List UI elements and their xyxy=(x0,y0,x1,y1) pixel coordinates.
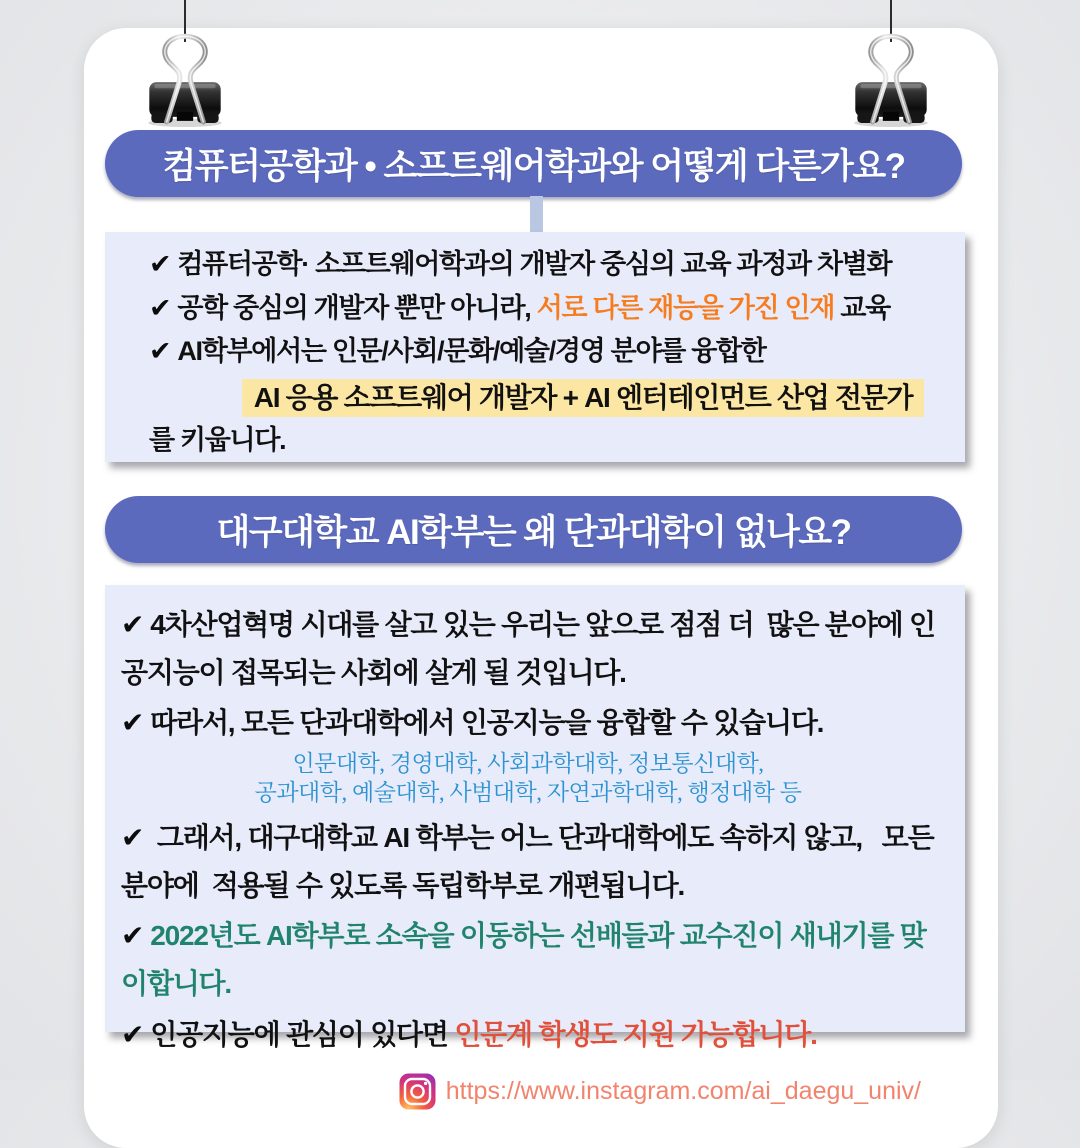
instagram-link[interactable]: https://www.instagram.com/ai_daegu_univ/ xyxy=(445,1076,921,1105)
answer1-bullet2-post: 교육 xyxy=(834,292,890,323)
question2-header xyxy=(105,496,962,563)
answer2-bullet2 xyxy=(121,699,935,747)
answer2-bullet3 xyxy=(121,814,941,910)
check-icon: ✔ xyxy=(121,1018,144,1050)
instagram-row xyxy=(121,1073,935,1110)
college-list-line1: 인문대학, 경영대학, 사회과학대학, 정보통신대학, xyxy=(292,751,764,777)
answer1-bullet2-pre: 공학 중심의 개발자 뿐만 아니라, xyxy=(177,292,537,323)
answer2-bullet1-text: 4차산업혁명 시대를 살고 있는 우리는 앞으로 점점 더 많은 분야에 인공지능이 접목되는 사회에 살게 될 것입니다. xyxy=(121,609,935,689)
answer2-bullet3-bold: 독립학부로 xyxy=(412,870,542,902)
check-icon: ✔ xyxy=(121,821,144,853)
answer1-tail: 를 키웁니다. xyxy=(149,424,286,455)
instagram-icon[interactable] xyxy=(399,1073,436,1110)
answer2-bullet3-post: 개편됩니다. xyxy=(541,870,685,902)
answer2-bullet3-pre: 그래서, 대구대학교 AI 학부는 어느 단과대학에도 속하지 않고, 모든 분야에 적용될 수 있도록 xyxy=(121,821,941,902)
check-icon: ✔ xyxy=(149,292,171,323)
answer1-highlight-row xyxy=(221,380,945,416)
answer1-bullet2-orange: 서로 다른 재능을 가진 인재 xyxy=(536,292,835,323)
answer2-bullet4 xyxy=(121,912,935,1008)
college-list-line2: 공과대학, 예술대학, 사범대학, 자연과학대학, 행정대학 등 xyxy=(254,780,802,806)
binder-clip-icon xyxy=(139,24,231,126)
answer2-bullet1 xyxy=(121,601,935,697)
answer1-bullet1-text: 컴퓨터공학· 소프트웨어학과의 개발자 중심의 교육 과정과 차별화 xyxy=(177,249,892,279)
answer1-bullet3 xyxy=(149,336,945,367)
answer2-bullet5-red: 인문계 학생도 지원 가능합니다. xyxy=(454,1018,817,1050)
college-list xyxy=(121,750,935,808)
binder-clip-icon xyxy=(845,24,937,126)
answer1-bullet1 xyxy=(149,249,945,280)
question2-title: 대구대학교 AI학부는 왜 단과대학이 없나요? xyxy=(216,512,851,552)
header-connector xyxy=(530,196,543,233)
answer1-bullet3-text: AI학부에서는 인문/사회/문화/예술/경영 분야를 융합한 xyxy=(177,336,766,366)
question1-title: 컴퓨터공학과 • 소프트웨어학과와 어떻게 다른가요? xyxy=(162,146,905,186)
highlight-text: AI 응용 소프트웨어 개발자 + AI 엔터테인먼트 산업 전문가 xyxy=(242,379,924,417)
check-icon: ✔ xyxy=(121,920,144,952)
answer2-bullet5-pre: 인공지능에 관심이 있다면 xyxy=(150,1018,455,1050)
answer2-box xyxy=(105,585,965,1105)
answer2-bullet5 xyxy=(121,1011,935,1059)
answer1-bullet2 xyxy=(149,293,945,324)
answer2-bullet2-text: 따라서, 모든 단과대학에서 인공지능을 융합할 수 있습니다. xyxy=(150,707,824,739)
answer1-box xyxy=(105,232,965,462)
question1-header xyxy=(105,130,962,197)
answer2-bullet4-text: 2022년도 AI학부로 소속을 이동하는 선배들과 교수진이 새내기를 맞이합니다. xyxy=(121,920,926,1000)
check-icon: ✔ xyxy=(121,707,144,739)
check-icon: ✔ xyxy=(149,336,171,366)
check-icon: ✔ xyxy=(121,609,144,640)
check-icon: ✔ xyxy=(149,249,171,279)
